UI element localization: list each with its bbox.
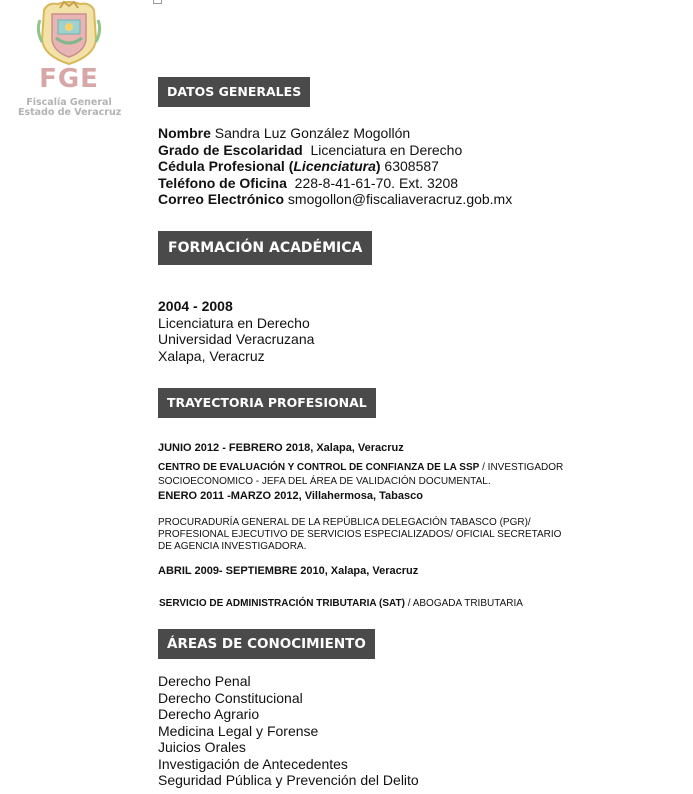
formacion-titulo: Licenciatura en Derecho [158, 315, 310, 331]
job-1-cargo: / INVESTIGADOR [479, 462, 564, 473]
telefono-line [158, 175, 458, 191]
fge-logo [18, 0, 120, 122]
header-areas-conocimiento: ÁREAS DE CONOCIMIENTO [158, 629, 375, 659]
grado-label: Grado de Escolaridad [158, 142, 303, 158]
job-2-desc-line-1: PROCURADURÍA GENERAL DE LA REPÚBLICA DELEGACIÓN TABASCO (PGR)/ [158, 517, 531, 528]
header-formacion-academica: FORMACIÓN ACADÉMICA [158, 231, 372, 265]
job-2-desc-line-2: PROFESIONAL EJECUTIVO DE SERVICIOS ESPECIALIZADOS/ OFICIAL SECRETARIO [158, 529, 562, 540]
job-3-cargo: / ABOGADA TRIBUTARIA [404, 598, 523, 609]
job-3-desc-line-1 [159, 598, 523, 610]
job-2-periodo: ENERO 2011 -MARZO 2012, Villahermosa, Tabasco [158, 490, 423, 502]
cedula-type: Licenciatura [293, 158, 376, 174]
job-1-desc-line-1 [158, 462, 563, 474]
job-3-periodo: ABRIL 2009- SEPTIEMBRE 2010, Xalapa, Veracruz [158, 565, 419, 577]
grado-line [158, 142, 462, 158]
job-1-periodo: JUNIO 2012 - FEBRERO 2018, Xalapa, Veracruz [158, 442, 404, 454]
area-item: Medicina Legal y Forense [158, 723, 319, 739]
veracruz-coat-of-arms-icon [36, 0, 102, 66]
job-1-desc-line-2: SOCIOECONOMICO - JEFA DEL ÁREA DE VALIDACIÓN DOCUMENTAL. [158, 476, 491, 487]
cedula-value: 6308587 [384, 158, 439, 174]
job-3-institucion: SERVICIO DE ADMINISTRACIÓN TRIBUTARIA (SAT) [159, 598, 405, 609]
area-item: Derecho Agrario [158, 706, 260, 722]
area-item: Seguridad Pública y Prevención del Delito [158, 772, 419, 788]
logo-acronym: FGE [39, 64, 99, 94]
formacion-institucion: Universidad Veracruzana [158, 331, 315, 347]
correo-label: Correo Electrónico [158, 191, 285, 207]
correo-line [158, 191, 512, 207]
header-datos-generales: DATOS GENERALES [158, 77, 310, 107]
formacion-lugar: Xalapa, Veracruz [158, 348, 265, 364]
nombre-line [158, 125, 410, 141]
area-item: Derecho Penal [158, 673, 251, 689]
nombre-label: Nombre [158, 125, 211, 141]
nombre-value: Sandra Luz González Mogollón [214, 125, 411, 141]
checkbox-mark [153, 0, 162, 4]
cedula-paren-open: ( [288, 158, 294, 174]
correo-value[interactable]: smogollon@fiscaliaveracruz.gob.mx [287, 191, 513, 207]
formacion-periodo: 2004 - 2008 [158, 298, 233, 314]
header-trayectoria-profesional: TRAYECTORIA PROFESIONAL [158, 388, 376, 418]
logo-line-2: Estado de Veracruz [18, 107, 122, 118]
cedula-line [158, 158, 439, 174]
area-item: Investigación de Antecedentes [158, 756, 348, 772]
logo-line-1: Fiscalía General [26, 97, 112, 108]
telefono-value: 228-8-41-61-70. Ext. 3208 [294, 175, 459, 191]
area-item: Juicios Orales [158, 739, 246, 755]
cedula-label: Cédula Profesional [158, 158, 285, 174]
job-2-desc-line-3: DE AGENCIA INVESTIGADORA. [158, 541, 307, 552]
cedula-paren-close: ) [375, 158, 381, 174]
telefono-label: Teléfono de Oficina [158, 175, 287, 191]
job-1-institucion: CENTRO DE EVALUACIÓN Y CONTROL DE CONFIANZA DE LA SSP [158, 462, 480, 473]
grado-value: Licenciatura en Derecho [310, 142, 463, 158]
area-item: Derecho Constitucional [158, 690, 303, 706]
